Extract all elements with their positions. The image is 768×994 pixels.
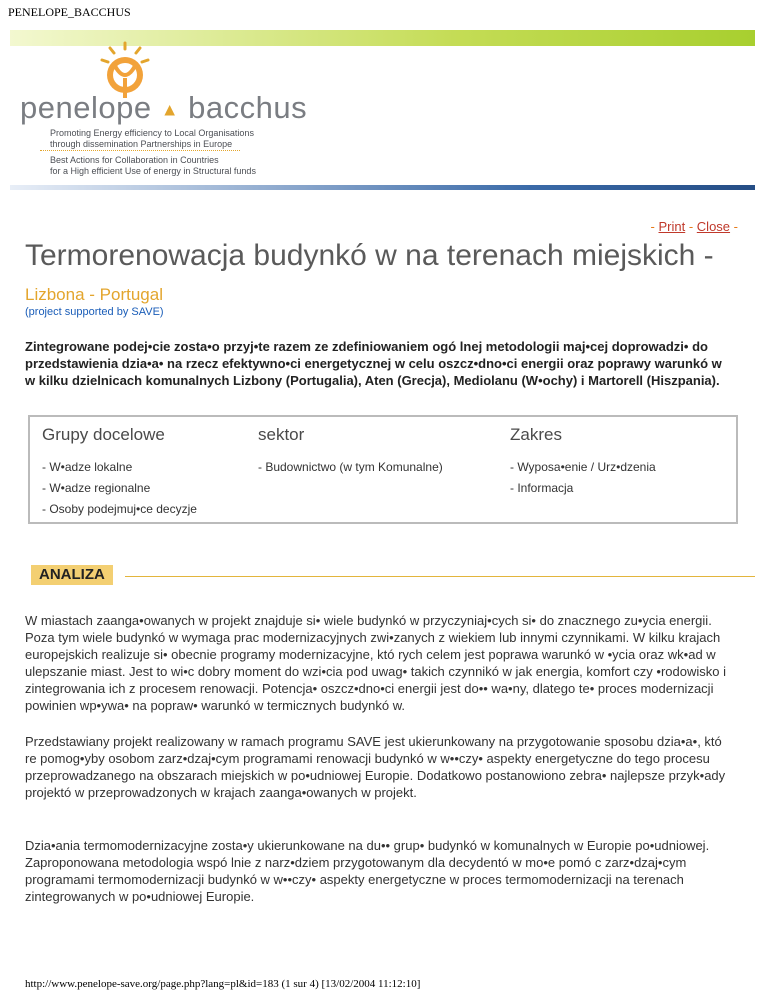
column-header: sektor [258, 425, 305, 444]
table-column-sector [258, 425, 498, 478]
table-item: - Osoby podejmuj•ce decyzje [42, 502, 197, 516]
banner-blue-bar [10, 185, 755, 190]
intro-paragraph: Zintegrowane podej•cie zosta•o przyj•te razem ze zdefiniowaniem ogó lnej metodologii maj•cej doprowadzi• do przedstawienia dzia•a• na rzecz efektywno•ci energetycznej w celu oszcz•dno•ci energii oraz poprawy warunkó w w kilku dzielnicach komunalnych Lizbony (Portugalia), Aten (Grecja), Mediolanu (W•ochy) i Martorell (Hiszpania). [25, 339, 722, 388]
table-item: - W•adze lokalne [42, 460, 133, 474]
page-title [25, 238, 725, 312]
section-title: ANALIZA [31, 565, 113, 585]
brand-dot-icon: ▲ [160, 99, 180, 120]
paragraph: W miastach zaanga•owanych w projekt znajduje si• wiele budynkó w przyczyniaj•cych si• do znacznego zu•ycia energii. Poza tym wiele budynkó w wymaga prac modernizacyjnych zwi•zanych z wiekiem lub innymi czynnikami. W kilku krajach europejskich realizuje si• obecnie programy modernizacyjne, któ rych celem jest poprawa warunkó w •ycia oraz wk•ad w ulepszanie miast. Jest to wi•c dobry moment do wzi•cia pod uwag• takich czynnikó w jak energia, komfort czy •rodowisko i zintegrowania ich z procesem renowacji. Potencja• oszcz•dno•ci energii jest do•• wa•ny, dlatego te• proces modernizacji powinien wp•ywa• na popraw• warunkó w termicznych budynkó w. [25, 613, 726, 713]
actions-separator: - [685, 219, 697, 234]
paragraph: Przedstawiany projekt realizowany w ramach programu SAVE jest ukierunkowany na przygotowanie sposobu dzia•a•, któ re pomog•yby osobom zarz•dzaj•cym programami renowacji budynkó w w••czy• aspekty energetyczne do tego procesu przeprowadzanego na obszarach miejskich w po•udniowej Europie. Dodatkowo postanowiono zebra• najlepsze przyk•ady projektó w przeprowadzonych w krajach zaanga•owanych w projekt. [25, 734, 726, 800]
table-item: - Informacja [510, 481, 574, 495]
actions-suffix: - [730, 219, 738, 234]
tagline-1-line-2: through dissemination Partnerships in Europe [50, 139, 233, 149]
section-header-analiza [25, 565, 755, 585]
page-footer-url: http://www.penelope-save.org/page.php?lang=pl&id=183 (1 sur 4) [13/02/2004 11:12:10] [25, 978, 421, 990]
table-column-target-groups [42, 425, 252, 520]
actions-prefix: - [650, 219, 659, 234]
banner [10, 30, 755, 190]
table-item: - Budownictwo (w tym Komunalne) [258, 460, 443, 474]
print-link[interactable]: Print [658, 219, 686, 234]
tagline-1 [50, 128, 254, 150]
close-link[interactable]: Close [696, 219, 731, 234]
title-location: Lizbona - Portugal [25, 285, 163, 304]
info-table [28, 415, 738, 524]
tagline-2-line-2: for a High efficient Use of energy in Structural funds [50, 166, 256, 176]
supported-note: (project supported by SAVE) [25, 306, 164, 318]
table-column-scope [510, 425, 730, 499]
brand-name [20, 90, 307, 126]
print-close-links [651, 219, 738, 234]
tagline-1-line-1: Promoting Energy efficiency to Local Organisations [50, 128, 254, 138]
brand-left: penelope [20, 90, 152, 125]
table-item: - Wyposa•enie / Urz•dzenia [510, 460, 656, 474]
section-rule [125, 576, 755, 577]
tagline-2 [50, 155, 256, 177]
title-main: Termorenowacja budynkó w na terenach miejskich - [25, 239, 714, 272]
table-item: - W•adze regionalne [42, 481, 151, 495]
tagline-divider [40, 150, 240, 151]
paragraph: Dzia•ania termomodernizacyjne zosta•y ukierunkowane na du•• grup• budynkó w komunalnych w Europie po•udniowej. Zaproponowana metodologia wspó lnie z narz•dziem przygotowanym dla decydentó w mo•e pomó c zarz•dzaj•cym programami termomodernizacji budynkó w w••czy• aspekty energetyczne w proces termomodernizacji na terenach zintegrowanych w po•udniowej Europie. [25, 838, 710, 904]
brand-right: bacchus [188, 90, 308, 125]
column-header: Zakres [510, 425, 562, 444]
column-header: Grupy docelowe [42, 425, 165, 444]
tagline-2-line-1: Best Actions for Collaboration in Countries [50, 155, 219, 165]
page-header: PENELOPE_BACCHUS [8, 5, 131, 19]
